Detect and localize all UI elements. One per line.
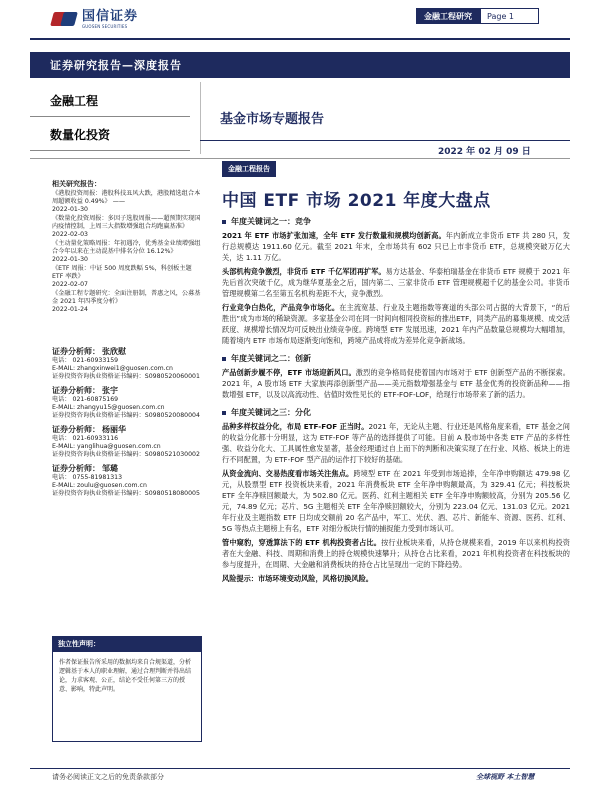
analyst-email[interactable]: E-MAIL: zhangxinwei1@guosen.com.cn xyxy=(52,365,173,372)
category-secondary: 数量化投资 xyxy=(50,128,111,142)
top-rule xyxy=(30,38,570,40)
header-tag: 金融工程研究 xyxy=(416,8,480,24)
section-heading: 年度关键词之三：分化 xyxy=(222,407,570,418)
analyst-role: 证券分析师： xyxy=(52,464,100,473)
analyst-name: 张宇 xyxy=(102,386,118,395)
analyst-phone: 电话： 021-60875169 xyxy=(52,396,119,403)
page-title: 中国 ETF 市场 2021 年度大盘点 xyxy=(222,191,491,211)
related-item: 《主动量化策略周报：年初遇冷，优秀基金业绩增强组合今年以来在主动混基中排名分位 16.12%》 xyxy=(52,240,201,255)
analyst-phone: 电话： 021-60933159 xyxy=(52,357,119,364)
logo-cn: 国信证券 xyxy=(82,8,139,24)
bullet-icon xyxy=(222,357,226,361)
analyst-role: 证券分析师： xyxy=(52,425,100,434)
risk-warning: 风险提示：市场环境变动风险，风格切换风险。 xyxy=(222,574,373,583)
related-item: 《ETF 周报：中证 500 周度跌幅 5%，科创板主题ETF 率跌》 xyxy=(52,265,192,280)
bullet-icon xyxy=(222,411,226,415)
analyst-name: 杨丽华 xyxy=(102,425,126,434)
analyst-card xyxy=(52,385,202,420)
independence-title: 独立性声明： xyxy=(52,636,202,652)
report-band: 证券研究报告—深度报告 xyxy=(30,52,570,78)
related-item: 《港股投资周报：港股科技표风大跌，港股精选组合本周超额收益 0.49%》 —— xyxy=(52,190,201,205)
related-research xyxy=(52,180,202,315)
mid-rule xyxy=(200,140,570,141)
report-summary xyxy=(222,216,570,587)
report-type: 基金市场专题报告 xyxy=(220,112,325,127)
analyst-cert: 证券投资咨询执业资格证书编码：S0980518080005 xyxy=(52,490,200,497)
summary-paragraph: 行业竞争白热化，产品竞争市场化。在主流宽基、行业及主题指数等赛道的头部公司占据的大背景下，“的后胜出”成为市场的稀缺资源。多家基金公司在同一时间向相同投资标的推出ETF，同类产品的募集规模、成交活跃度、规模增长情况均可反映出业绩竞争度。跨境型 ETF 发展迅速，2021 年内产品数量总规模均大幅增加，随着境内 ETF 市场布局逐渐变向饱和，跨境产品成将成为差异化竞争新战场。 xyxy=(222,303,570,345)
category-divider xyxy=(30,116,190,117)
analyst-email[interactable]: E-MAIL: zhangyu15@guosen.com.cn xyxy=(52,404,165,411)
section-tag: 金融工程报告 xyxy=(222,161,276,177)
disclaimer-note: 请务必阅读正文之后的免责条款部分 xyxy=(52,773,164,781)
analyst-card xyxy=(52,463,202,498)
related-date: 2022-01-30 xyxy=(52,206,88,213)
logo-en: GUOSEN SECURITIES xyxy=(82,23,128,29)
related-date: 2022-02-03 xyxy=(52,231,88,238)
related-item: 《数量化投资周报：多因子选股周报——超预期实现国内疫情控制，上周三大指数增强组合均跑赢基准》 xyxy=(52,215,201,230)
analyst-email[interactable]: E-MAIL: zoulu@guosen.com.cn xyxy=(52,482,147,489)
report-date: 2022 年 02 月 09 日 xyxy=(438,147,531,157)
footer-slogan: 全球视野 本土智慧 xyxy=(476,773,535,781)
summary-paragraph: 品种多样权益分化，布局 ETF-FOF 正当时。2021 年，无论从主题、行业还是风格角度来看，ETF 基金之间的收益分化都十分明显，这为 ETF-FOF 等产品的选择提供了可能。目前 A 股市场中各类 ETF 产品的多样性强、收益分化大、工具属性愈发显著，基金经理通过自上而下的判断和决策实现了在行业、风格、板块上的进行不同配置，为 ETF-FOF 型产品的运作打下较好的基础。 xyxy=(222,422,570,464)
logo-mark-icon xyxy=(52,10,78,28)
section-heading: 年度关键词之一：竞争 xyxy=(222,216,570,227)
vertical-divider xyxy=(200,82,201,154)
category-primary: 金融工程 xyxy=(50,94,99,108)
summary-paragraph: 从资金流向、交易热度看市场关注焦点。跨境型 ETF 在 2021 年受到市场追捧，全年净申购额达 479.98 亿元，从股票型 ETF 投资板块来看，2021 年消费板块 ETF 全年净申购额最高，为 329.41 亿元；科技板块 ETF 全年净赎回额最大，为 502.80 亿元。医药、红利主题相关 ETF 全年净申购额较高，分别为 205.56 亿元，74.89 亿元；芯片、5G 主题相关 ETF 全年净赎回额较大，分别为 223.04 亿元、131.03 亿元。2021 年行业及主题指数 ETF 日均成交额前 20 名产品中，军工、光伏、酒、芯片、新能车、资源、医药、红利、5G 等热点主题榜上有名，ETF 对细分板块行情的捕捉能力受到市场认可。 xyxy=(222,469,570,533)
section-heading: 年度关键词之二：创新 xyxy=(222,353,570,364)
related-title: 相关研究报告： xyxy=(52,180,101,188)
analyst-role: 证券分析师： xyxy=(52,386,100,395)
analyst-phone: 电话： 0755-81981313 xyxy=(52,474,123,481)
analyst-cert: 证券投资咨询执业资格证书编码：S0980520080004 xyxy=(52,412,200,419)
independence-body: 作者保证报告所采用的数据均来自合规渠道，分析逻辑基于本人的职业理解，通过合理判断并得出结论，力求客观、公正，结论不受任何第三方的授意、影响，特此声明。 xyxy=(52,652,202,742)
related-date: 2022-01-30 xyxy=(52,256,88,263)
analyst-phone: 电话： 021-60933116 xyxy=(52,435,119,442)
related-date: 2022-02-07 xyxy=(52,281,88,288)
footer-rule xyxy=(30,768,570,769)
analyst-card xyxy=(52,424,202,459)
summary-paragraph: 头部机构竞争激烈，非货币 ETF 千亿军团再扩军。易方达基金、华泰柏瑞基金在非货币 ETF 规模于 2021 年先后首次突破千亿，成为继华夏基金之后，国内第二、三家非货币 ETF 管理规模超千亿的基金公司。非货币管理规模第二名至第五名机构差距不大，竞争激烈。 xyxy=(222,267,570,298)
analyst-email[interactable]: E-MAIL: yanglihua@guosen.com.cn xyxy=(52,443,161,450)
summary-paragraph: 管中窥豹，穿透算法下的 ETF 机构投资者占比。按行业板块来看，从持仓规模来看，2019 年以来机构投资者在大金融、科技、周期和消费上的持仓规模快速攀升；从持仓占比来看，2021 年机构投资者在科技板块的参与度提升，在周期、大金融和消费板块的持仓占比呈现出一定的下降趋势。 xyxy=(222,538,570,569)
summary-paragraph: 产品创新步履不停，ETF 市场迎新风口。激烈的竞争格局促使着国内市场对于 ETF 创新型产品的不断探索。2021 年，A 股市场 ETF 大家族再添创新型产品——美元指数增强基金与 ETF 基金优秀的投资新品种——指数增强 ETF，以及以高流动性、估值时效性见长的 ETF-FOF-LOF，给现行市场带来了新的活力。 xyxy=(222,368,570,399)
analyst-role: 证券分析师： xyxy=(52,347,100,356)
related-date: 2022-01-24 xyxy=(52,306,88,313)
analyst-card xyxy=(52,346,202,381)
header-right xyxy=(416,8,539,24)
analyst-list xyxy=(52,346,202,502)
analyst-cert: 证券投资咨询执业资格证书编码：S0980521030002 xyxy=(52,451,200,458)
summary-paragraph: 2021 年 ETF 市场扩张加速，全年 ETF 发行数量和规模均创新高。年内新成立非货币 ETF 共 280 只，发行总规模达 1911.60 亿元。截至 2021 年末，全市场共有 602 只已上市非货币 ETF，总规模突破万亿大关，达 1.11 万亿。 xyxy=(222,231,570,262)
related-item: 《金融工程专题研究：全面注册制，普惠之风，公募基金 2021 年四季度分析》 xyxy=(52,290,201,305)
thin-rule xyxy=(30,158,570,159)
analyst-name: 张欣慰 xyxy=(102,347,126,356)
analyst-name: 邹璐 xyxy=(102,464,118,473)
analyst-cert: 证券投资咨询执业资格证书编码：S0980520060001 xyxy=(52,373,200,380)
category-divider xyxy=(30,150,190,151)
independence-statement xyxy=(52,636,202,742)
bullet-icon xyxy=(222,220,226,224)
company-logo xyxy=(52,8,138,30)
page-number: Page 1 xyxy=(480,8,539,24)
